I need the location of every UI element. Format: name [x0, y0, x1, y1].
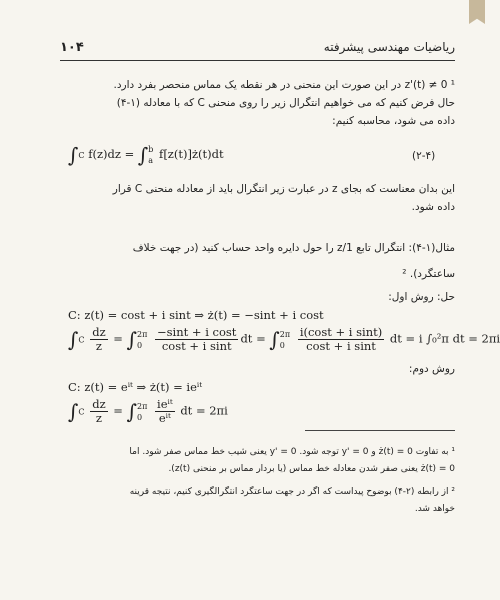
running-title: ریاضیات مهندسی پیشرفته [323, 40, 455, 54]
method1-parametrization: C: z(t) = cost + i sint ⇒ ż(t) = −sint + i cost [68, 308, 324, 322]
footnote-2-line-2: خواهد شد. [414, 504, 455, 514]
method2-result: dt = 2πi [180, 403, 228, 418]
method1-fraction-2: $\frac{\text{i(cost + i sint)}}{\text{cost + i sint}}$ [299, 325, 383, 353]
example-title-line-1: مثال(۱-۴): انتگرال تابع 1/z را حول دایره واحد حساب کنید (در جهت خلاف [132, 242, 455, 254]
paragraph-line-2: حال فرض کنیم که می خواهیم انتگرال زیر را روی منحنی C که با معادله (۱-۴) [116, 97, 455, 109]
footnote-1-line-2: ż(t) = 0 یعنی صفر شدن معادله خط مماس (یا بردار مماس بر منحنی z(t)). [168, 464, 455, 474]
solution-method-1-label: حل: روش اول: [388, 291, 455, 303]
solution-method-2-label: روش دوم: [408, 363, 455, 375]
paragraph-line-1: z'(t) ≠ 0 ¹ در این صورت این منحنی در هر نقطه یک مماس منحصر بفرد دارد. [113, 79, 455, 91]
header-divider [60, 60, 455, 61]
page-header [60, 40, 455, 58]
method2-fraction: $\frac{\text{ieⁱᵗ}}{\text{eⁱᵗ}}$ [157, 397, 173, 425]
method2-parametrization: C: z(t) = eⁱᵗ ⇒ ż(t) = ieⁱᵗ [68, 380, 203, 394]
example-title-line-2: ساعتگرد). ² [402, 268, 455, 280]
method1-integral: ∫C $\frac{dz}{z}$ = ∫ 2π 0 $\frac{\text{−sint + i cost}}{\text{cost + i sint}}$ dt = ∫ 2π 0 $\frac{\text{i(cost + i sint)}}{\text{cost + i sint}}$ dt = i ∫₀²π dt = 2πi [68, 325, 500, 353]
page-number: ۱۰۴ [60, 40, 84, 55]
equation-4-2: ∫C f(z)dz = ∫ b a f[z(t)]ż(t)dt [68, 143, 224, 167]
footnote-1-line-1: ¹ به تفاوت ż(t) = 0 و y' = 0 توجه شود. y' = 0 یعنی شیب خط مماس صفر شود. اما [129, 447, 455, 457]
integral-sign: ∫ [137, 143, 149, 167]
method1-result: dt = i ∫₀²π dt = 2πi [389, 331, 500, 346]
method2-integral: ∫C $\frac{dz}{z}$ = ∫ 2π 0 $\frac{\text{ieⁱᵗ}}{\text{eⁱᵗ}}$ dt = 2πi [68, 397, 228, 425]
integral-sign: ∫ [68, 143, 79, 167]
bookmark-ribbon-icon[interactable] [469, 0, 485, 24]
paragraph-line-5: داده شود. [411, 201, 455, 213]
footnote-divider [305, 430, 455, 431]
footnote-2-line-1: ² از رابطه (۲-۴) بوضوح پیداست که اگر در جهت ساعتگرد انتگرالگیری کنیم، نتیجه قرینه [129, 487, 455, 497]
method1-fraction-1: $\frac{\text{−sint + i cost}}{\text{cost + i sint}}$ [157, 325, 237, 353]
paragraph-line-3: داده می شود، محاسبه کنیم: [332, 115, 455, 127]
paragraph-line-4: این بدان معناست که بجای z در عبارت زیر انتگرال باید از معادله منحنی C قرار [112, 183, 455, 195]
equation-number-4-2: (۲-۴) [412, 150, 436, 162]
